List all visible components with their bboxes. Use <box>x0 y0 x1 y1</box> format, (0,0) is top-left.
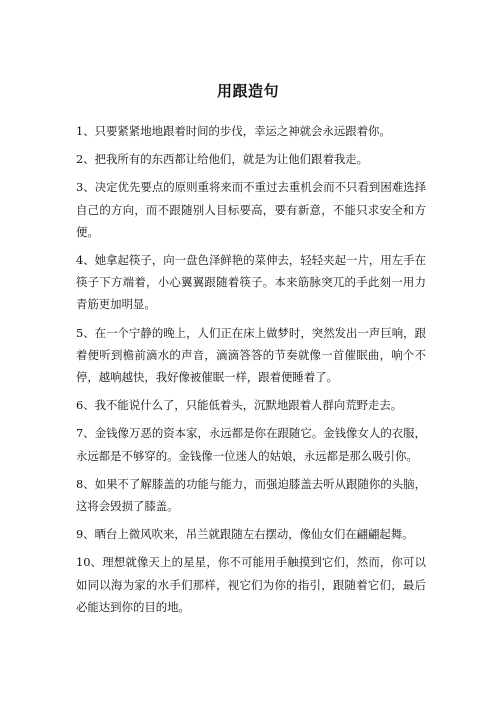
sentence-item-7: 7、金钱像万恶的资本家，永远都是你在跟随它。金钱像女人的衣服，永远都是不够穿的。金钱像一位迷人的姑娘，永远都是那么吸引你。 <box>76 426 426 463</box>
sentence-item-8: 8、如果不了解膝盖的功能与能力，而强迫膝盖去听从跟随你的头脑，这将会毁损了膝盖。 <box>76 476 426 514</box>
document-title: 用跟造句 <box>216 82 279 100</box>
sentence-item-3: 3、决定优先要点的原则重将来而不重过去重机会而不只看到困难选择自己的方向，而不跟随别人目标要高，要有新意，不能只求安全和方便。 <box>76 180 426 239</box>
sentence-item-9: 9、晒台上微风吹来，吊兰就跟随左右摆动，像仙女们在翩翩起舞。 <box>76 527 414 542</box>
sentence-item-2: 2、把我所有的东西都让给他们，就是为让他们跟着我走。 <box>76 152 369 167</box>
sentence-item-1: 1、只要紧紧地地跟着时间的步伐，幸运之神就会永远跟着你。 <box>76 124 391 138</box>
sentence-item-4: 4、她拿起筷子，向一盘色泽鲜艳的菜伸去，轻轻夹起一片，用左手在筷子下方端着，小心翼翼跟随着筷子。本来筋脉突兀的手此刻一用力青筋更加明显。 <box>76 253 426 312</box>
sentence-item-6: 6、我不能说什么了，只能低着头，沉默地跟着人群向荒野走去。 <box>76 398 403 413</box>
sentence-item-10: 10、理想就像天上的星星，你不可能用手触摸到它们，然而，你可以如同以海为家的水手们那样，视它们为你的指引，跟随着它们，最后必能达到你的目的地。 <box>76 555 426 614</box>
sentence-item-5: 5、在一个宁静的晚上，人们正在床上做梦时，突然发出一声巨响，跟着便听到檐前滴水的声音，滴滴答答的节奏就像一首催眠曲，响个不停，越响越快，我好像被催眠一样，跟着便睡着了。 <box>76 325 426 385</box>
sentence-list <box>76 120 426 624</box>
